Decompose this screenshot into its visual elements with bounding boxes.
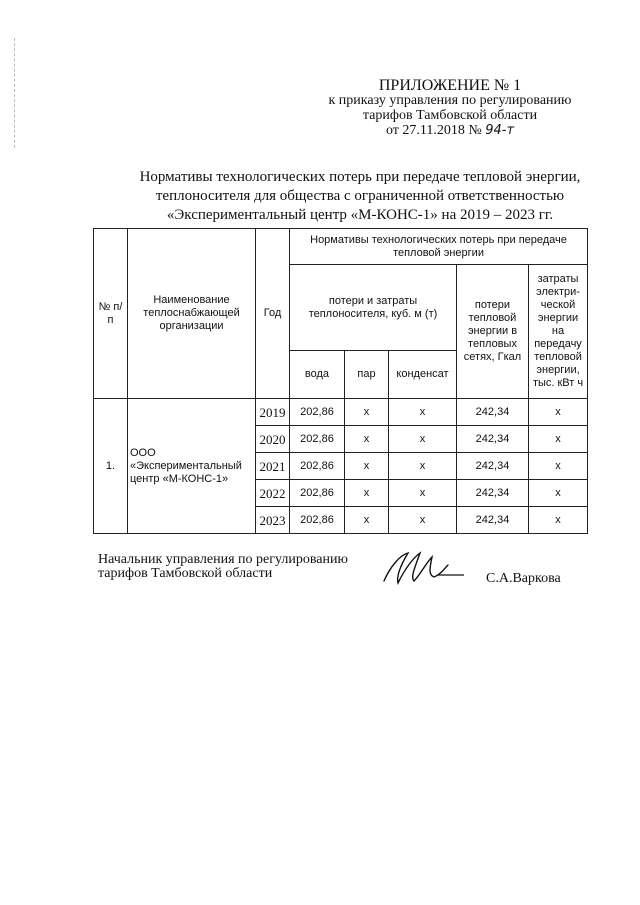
cell-heat-loss: 242,34 <box>457 480 529 507</box>
cell-heat-loss: 242,34 <box>457 399 529 426</box>
cell-electric: x <box>529 399 588 426</box>
cell-year: 2020 <box>256 426 290 453</box>
norms-table <box>93 228 588 534</box>
header-water: вода <box>290 351 345 399</box>
cell-electric: x <box>529 480 588 507</box>
header-norms: Нормативы технологических потерь при передаче тепловой энергии <box>290 229 588 265</box>
cell-condensate: x <box>389 399 457 426</box>
annex-title: ПРИЛОЖЕНИЕ № 1 <box>378 77 522 94</box>
cell-steam: x <box>345 399 389 426</box>
order-number: 94-т <box>485 123 515 138</box>
cell-water: 202,86 <box>290 507 345 534</box>
cell-condensate: x <box>389 453 457 480</box>
cell-steam: x <box>345 507 389 534</box>
signatory-position-line-1: Начальник управления по регулированию <box>98 552 348 567</box>
cell-condensate: x <box>389 426 457 453</box>
annex-date: от 27.11.2018 № <box>385 123 482 138</box>
header-steam: пар <box>345 351 389 399</box>
signatory-position <box>98 553 348 581</box>
annex-line-3: тарифов Тамбовской области <box>362 108 538 123</box>
cell-year: 2019 <box>256 399 290 426</box>
cell-electric: x <box>529 426 588 453</box>
header-year: Год <box>256 229 290 399</box>
cell-year: 2021 <box>256 453 290 480</box>
cell-condensate: x <box>389 507 457 534</box>
annex-header <box>300 78 600 138</box>
header-coolant: потери и затраты теплоносителя, куб. м (т) <box>290 265 457 351</box>
cell-water: 202,86 <box>290 426 345 453</box>
cell-heat-loss: 242,34 <box>457 453 529 480</box>
cell-water: 202,86 <box>290 399 345 426</box>
cell-steam: x <box>345 426 389 453</box>
cell-year: 2022 <box>256 480 290 507</box>
title-line-2: теплоносителя для общества с ограниченной ответственностью <box>155 188 565 204</box>
header-heat-loss: потери тепловой энергии в тепловых сетях, Гкал <box>457 265 529 399</box>
title-line-1: Нормативы технологических потерь при передаче тепловой энергии, <box>139 169 581 185</box>
cell-heat-loss: 242,34 <box>457 507 529 534</box>
annex-date-line <box>300 123 600 138</box>
table-row <box>94 399 588 426</box>
cell-water: 202,86 <box>290 480 345 507</box>
header-electric: затраты электри-ческой энергии на передачу тепловой энергии, тыс. кВт ч <box>529 265 588 399</box>
cell-year: 2023 <box>256 507 290 534</box>
header-org: Наименование теплоснабжающей организации <box>128 229 256 399</box>
cell-water: 202,86 <box>290 453 345 480</box>
annex-line-2: к приказу управления по регулированию <box>328 93 572 108</box>
cell-steam: x <box>345 480 389 507</box>
cell-heat-loss: 242,34 <box>457 426 529 453</box>
header-num: № п/п <box>94 229 128 399</box>
org-name: ООО «Экспериментальный центр «М-КОНС-1» <box>128 399 256 534</box>
signature-icon <box>376 545 472 589</box>
cell-electric: x <box>529 453 588 480</box>
signatory-name: С.А.Варкова <box>486 571 561 586</box>
cell-electric: x <box>529 507 588 534</box>
signatory-position-line-2: тарифов Тамбовской области <box>98 566 273 581</box>
margin-mark <box>14 38 17 148</box>
cell-condensate: x <box>389 480 457 507</box>
org-num: 1. <box>94 399 128 534</box>
document-title <box>130 168 590 225</box>
header-condensate: конденсат <box>389 351 457 399</box>
title-line-3: «Экспериментальный центр «М-КОНС-1» на 2019 – 2023 гг. <box>166 207 554 223</box>
cell-steam: x <box>345 453 389 480</box>
